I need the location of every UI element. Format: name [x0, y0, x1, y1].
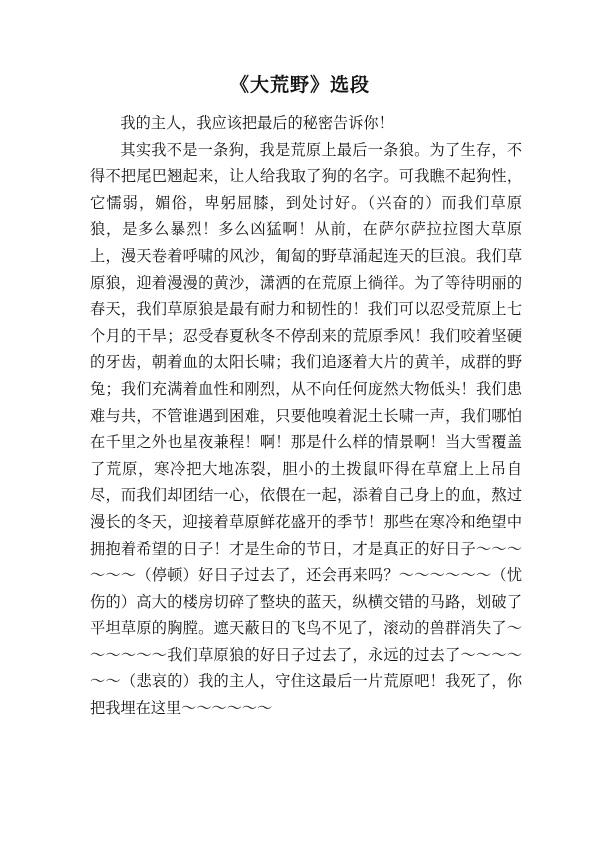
document-title: 《大荒野》选段: [229, 74, 370, 96]
document-body: [90, 110, 522, 722]
paragraph-greeting: 我的主人，我应该把最后的秘密告诉你！: [120, 114, 394, 132]
paragraph-main: 其实我不是一条狗，我是荒原上最后一条狼。为了生存，不得不把尾巴翘起来，让人给我取了狗的名字。可我瞧不起狗性，它懦弱，媚俗，卑躬屈膝，到处讨好。（兴奋的）而我们草原狼，是多么暴烈！多么凶猛啊！从前，在萨尔萨拉拉图大草原上，漫天卷着呼啸的风沙，匍匐的野草涌起连天的巨浪。我们草原狼，迎着漫漫的黄沙，潇洒的在荒原上徜徉。为了等待明丽的春天，我们草原狼是最有耐力和韧性的！我们可以忍受荒原上七个月的干旱；忍受春夏秋冬不停刮来的荒原季风！我们咬着坚硬的牙齿，朝着血的太阳长啸；我们追逐着大片的黄羊，成群的野兔；我们充满着血性和刚烈，从不向任何庞然大物低头！我们患难与共，不管谁遇到困难，只要他嗅着泥土长啸一声，我们哪怕在千里之外也星夜兼程！啊！那是什么样的情景啊！当大雪覆盖了荒原，寒冷把大地冻裂，胆小的土拨鼠吓得在草窟上上吊自尽，而我们却团结一心，依偎在一起，添着自己身上的血，熬过漫长的冬天，迎接着草原鲜花盛开的季节！那些在寒冷和绝望中拥抱着希望的日子！才是生命的节日，才是真正的好日子～～～～～～（停顿）好日子过去了，还会再来吗？～～～～～～（忧伤的）高大的楼房切碎了整块的蓝天，纵横交错的马路，划破了平坦草原的胸膛。遮天蔽日的飞鸟不见了，滚动的兽群消失了～～～～～～我们草原狼的好日子过去了，永远的过去了～～～～～～（悲哀的）我的主人，守住这最后一片荒原吧！我死了，你把我埋在这里～～～～～～: [90, 140, 522, 718]
